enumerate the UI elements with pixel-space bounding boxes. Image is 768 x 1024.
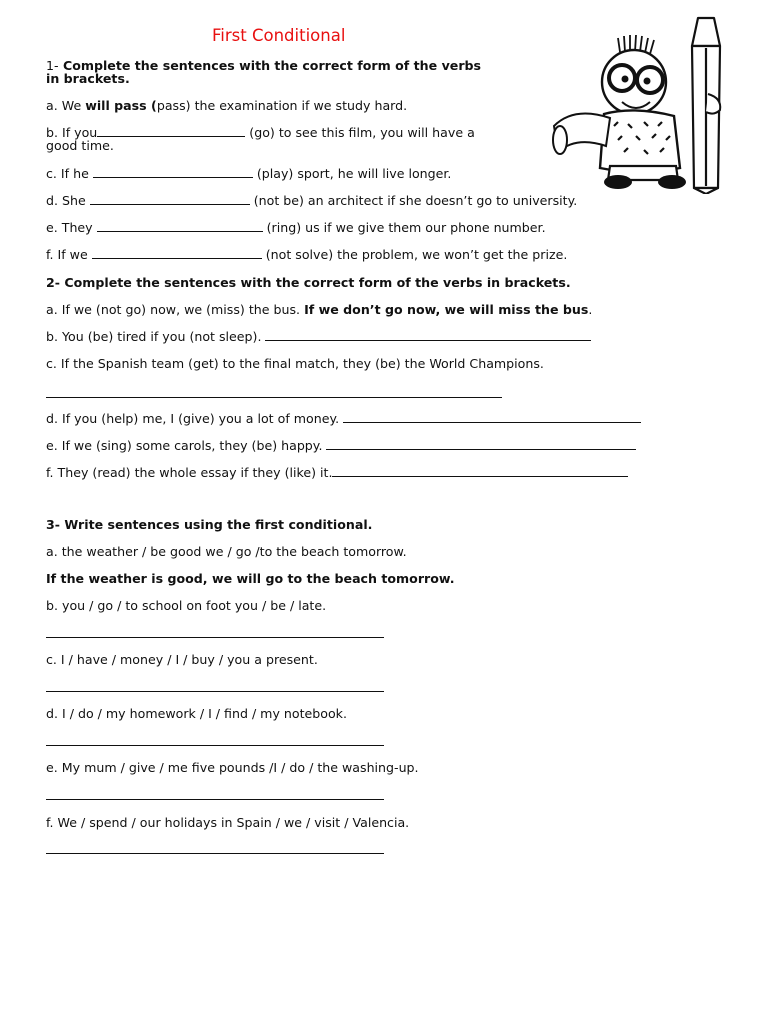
s3-item-b: b. you / go / to school on foot you / be / late. (46, 598, 327, 613)
s2-f-text: f. They (read) the whole essay if they (like) it. (46, 465, 333, 480)
s1-c-pre: c. If he (46, 166, 93, 181)
s2-a-pre: a. If we (not go) now, we (miss) the bus. (46, 302, 305, 317)
s2-e-answer-blank[interactable] (326, 438, 636, 450)
section2-heading-text: Complete the sentences with the correct form of the verbs in brackets. (60, 275, 571, 290)
section1-number: 1- (46, 58, 59, 73)
s1-e-answer-blank[interactable] (97, 220, 263, 232)
section2-heading (46, 275, 571, 290)
s2-item-c: c. If the Spanish team (get) to the final match, they (be) the World Champions. (46, 356, 544, 371)
student-with-pencil-illustration (548, 16, 736, 194)
section3-number: 3- (46, 517, 60, 532)
s3-c-answer-blank[interactable] (46, 691, 384, 692)
s2-d-text: d. If you (help) me, I (give) you a lot of money. (46, 411, 344, 426)
s1-item-a (46, 98, 407, 113)
s1-d-answer-blank[interactable] (90, 193, 250, 205)
s2-d-answer-blank[interactable] (343, 411, 641, 423)
s2-item-d (46, 411, 641, 426)
s2-e-text: e. If we (sing) some carols, they (be) happy. (46, 438, 327, 453)
s2-b-answer-blank[interactable] (265, 329, 591, 341)
s3-a-answer: If the weather is good, we will go to the beach tomorrow. (46, 571, 455, 586)
section3-heading (46, 517, 372, 532)
s1-a-pre: a. We (46, 98, 86, 113)
s3-d-answer-blank[interactable] (46, 745, 384, 746)
s1-b-line2: good time. (46, 138, 114, 153)
s2-a-answer: If we don’t go now, we will miss the bus (304, 302, 589, 317)
s1-item-f (46, 247, 567, 262)
s3-item-f: f. We / spend / our holidays in Spain / we / visit / Valencia. (46, 815, 410, 830)
s3-item-d: d. I / do / my homework / I / find / my notebook. (46, 706, 347, 721)
s3-e-answer-blank[interactable] (46, 799, 384, 800)
s1-e-pre: e. They (46, 220, 97, 235)
s2-item-e (46, 438, 636, 453)
s2-a-post: . (588, 302, 593, 317)
s1-f-pre: f. If we (46, 247, 92, 262)
section3-heading-text: Write sentences using the first conditional. (60, 517, 373, 532)
s1-a-post: pass) the examination if we study hard. (156, 98, 408, 113)
s1-b-answer-blank[interactable] (97, 125, 245, 137)
s1-b-pre: b. If you (46, 125, 98, 140)
s2-b-text: b. You (be) tired if you (not sleep). (46, 329, 266, 344)
s1-d-pre: d. She (46, 193, 90, 208)
s1-item-c (46, 166, 451, 181)
s2-item-b (46, 329, 591, 344)
s3-b-answer-blank[interactable] (46, 637, 384, 638)
s1-c-answer-blank[interactable] (93, 166, 253, 178)
s3-f-answer-blank[interactable] (46, 853, 384, 854)
s2-f-answer-blank[interactable] (332, 465, 628, 477)
s1-c-post: (play) sport, he will live longer. (252, 166, 452, 181)
s2-item-a (46, 302, 592, 317)
s1-b-post: (go) to see this film, you will have a (245, 125, 475, 140)
s1-f-answer-blank[interactable] (92, 247, 262, 259)
s1-item-e (46, 220, 546, 235)
s1-item-d (46, 193, 577, 208)
page-title: First Conditional (212, 26, 346, 45)
s3-item-a: a. the weather / be good we / go /to the beach tomorrow. (46, 544, 407, 559)
section1-heading-line2: in brackets. (46, 71, 130, 86)
s1-a-answer: will pass ( (85, 98, 157, 113)
s3-item-c: c. I / have / money / I / buy / you a present. (46, 652, 318, 667)
s2-c-answer-blank[interactable] (46, 397, 502, 398)
s1-d-post: (not be) an architect if she doesn’t go to university. (249, 193, 578, 208)
s1-f-post: (not solve) the problem, we won’t get the prize. (261, 247, 568, 262)
s2-item-f (46, 465, 628, 480)
section2-number: 2- (46, 275, 60, 290)
section1-heading-line1: Complete the sentences with the correct form of the verbs (58, 58, 482, 73)
s1-e-post: (ring) us if we give them our phone number. (262, 220, 546, 235)
s3-item-e: e. My mum / give / me five pounds /I / do / the washing-up. (46, 760, 419, 775)
